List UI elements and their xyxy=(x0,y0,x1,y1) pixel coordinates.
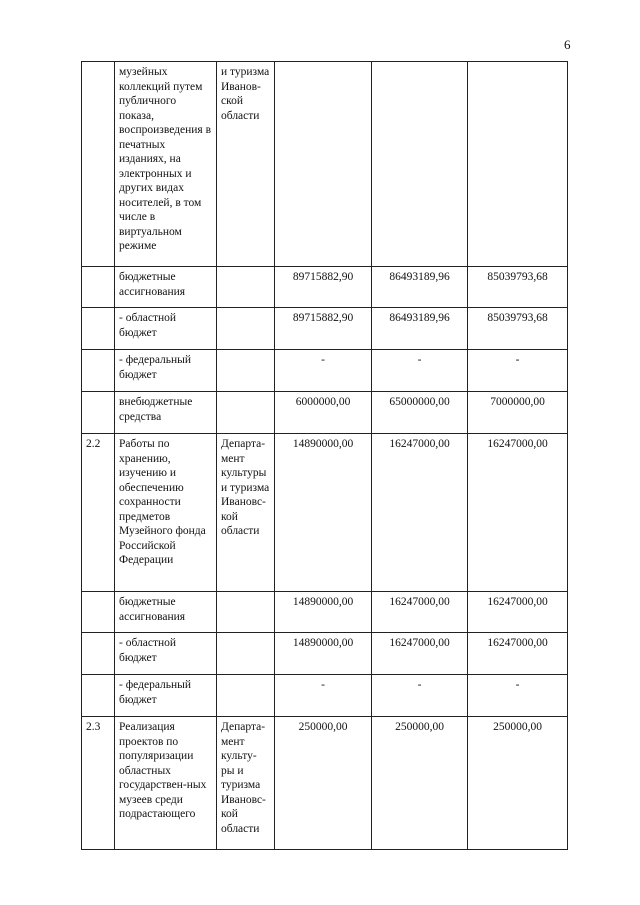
year1-value-cell: 89715882,90 xyxy=(275,267,372,308)
year2-value-cell: 250000,00 xyxy=(372,717,468,850)
row-number-cell xyxy=(82,392,115,434)
measure-name-cell: бюджетные ассигнования xyxy=(115,592,217,633)
year1-value-cell: - xyxy=(275,675,372,717)
year3-value-cell: 7000000,00 xyxy=(468,392,568,434)
measure-name-cell xyxy=(115,633,217,675)
measure-name-cell xyxy=(115,675,217,717)
year1-value-cell: 250000,00 xyxy=(275,717,372,850)
table-row xyxy=(82,350,568,392)
measure-name-cell: бюджетные ассигнования xyxy=(115,267,217,308)
executor-cell xyxy=(217,633,275,675)
budget-type-label: федеральный xyxy=(125,354,192,366)
year1-value-cell xyxy=(275,62,372,267)
row-number-cell xyxy=(82,62,115,267)
executor-word: ры xyxy=(221,764,235,777)
table-row xyxy=(82,633,568,675)
table-row xyxy=(82,434,568,592)
row-number-cell: 2.3 xyxy=(82,717,115,850)
measure-name-cell: музейных коллекций путем публичного показа, воспроизведения в печатных изданиях, на электронных и других видах носителей, в том числе в виртуальном режиме xyxy=(115,62,217,267)
table-row xyxy=(82,592,568,633)
table-row xyxy=(82,267,568,308)
table-row xyxy=(82,675,568,717)
budget-word: бюджет xyxy=(119,693,157,706)
dash-mark: - xyxy=(119,679,123,691)
year1-value-cell: 14890000,00 xyxy=(275,434,372,592)
executor-line: туризма Ивановс-кой области xyxy=(221,779,266,835)
budget-word: бюджет xyxy=(119,326,157,339)
executor-cell xyxy=(217,675,275,717)
measure-name-cell: Реализация проектов по популяризации областных государствен-ных музеев среди подрастающего xyxy=(115,717,217,850)
year3-value-cell: - xyxy=(468,350,568,392)
measure-name-cell xyxy=(115,308,217,350)
dash-mark: - xyxy=(119,354,123,366)
executor-word: и xyxy=(237,764,244,777)
table-row xyxy=(82,62,568,267)
year2-value-cell: 86493189,96 xyxy=(372,308,468,350)
year1-value-cell: 89715882,90 xyxy=(275,308,372,350)
program-budget-table xyxy=(81,61,568,850)
page-number: 6 xyxy=(564,37,571,52)
measure-name-cell xyxy=(115,350,217,392)
year1-value-cell: - xyxy=(275,350,372,392)
year2-value-cell: - xyxy=(372,675,468,717)
year2-value-cell: 16247000,00 xyxy=(372,633,468,675)
row-number-cell xyxy=(82,633,115,675)
executor-cell: и туризма Иванов-ской области xyxy=(217,62,275,267)
row-number-cell xyxy=(82,592,115,633)
year3-value-cell: 85039793,68 xyxy=(468,308,568,350)
budget-type-label: областной xyxy=(125,312,177,324)
executor-cell xyxy=(217,350,275,392)
dash-mark: - xyxy=(119,312,123,324)
year3-value-cell: 16247000,00 xyxy=(468,592,568,633)
table-row xyxy=(82,308,568,350)
table-row xyxy=(82,717,568,850)
dash-mark: - xyxy=(119,637,123,649)
budget-word: бюджет xyxy=(119,368,157,381)
year3-value-cell: 16247000,00 xyxy=(468,434,568,592)
year2-value-cell xyxy=(372,62,468,267)
year1-value-cell: 14890000,00 xyxy=(275,592,372,633)
table-row xyxy=(82,392,568,434)
row-number-cell: 2.2 xyxy=(82,434,115,592)
budget-word: бюджет xyxy=(119,651,157,664)
year1-value-cell: 14890000,00 xyxy=(275,633,372,675)
row-number-cell xyxy=(82,267,115,308)
budget-type-label: областной xyxy=(125,637,177,649)
measure-name-cell: Работы по хранению, изучению и обеспечению сохранности предметов Музейного фонда Российской Федерации xyxy=(115,434,217,592)
year3-value-cell: 85039793,68 xyxy=(468,267,568,308)
year3-value-cell: 250000,00 xyxy=(468,717,568,850)
row-number-cell xyxy=(82,675,115,717)
row-number-cell xyxy=(82,350,115,392)
year2-value-cell: - xyxy=(372,350,468,392)
year2-value-cell: 86493189,96 xyxy=(372,267,468,308)
year2-value-cell: 65000000,00 xyxy=(372,392,468,434)
budget-type-label: федеральный xyxy=(125,679,192,691)
executor-cell: Департа-мент культуры и туризма Ивановс-кой области xyxy=(217,434,275,592)
year1-value-cell: 6000000,00 xyxy=(275,392,372,434)
executor-cell xyxy=(217,592,275,633)
executor-cell xyxy=(217,267,275,308)
year3-value-cell: 16247000,00 xyxy=(468,633,568,675)
executor-cell xyxy=(217,308,275,350)
year3-value-cell xyxy=(468,62,568,267)
executor-cell xyxy=(217,392,275,434)
measure-name-cell: внебюджетные средства xyxy=(115,392,217,434)
executor-line: Департа-мент культу- xyxy=(221,721,266,762)
year2-value-cell: 16247000,00 xyxy=(372,592,468,633)
executor-cell xyxy=(217,717,275,850)
year3-value-cell: - xyxy=(468,675,568,717)
row-number-cell xyxy=(82,308,115,350)
year2-value-cell: 16247000,00 xyxy=(372,434,468,592)
